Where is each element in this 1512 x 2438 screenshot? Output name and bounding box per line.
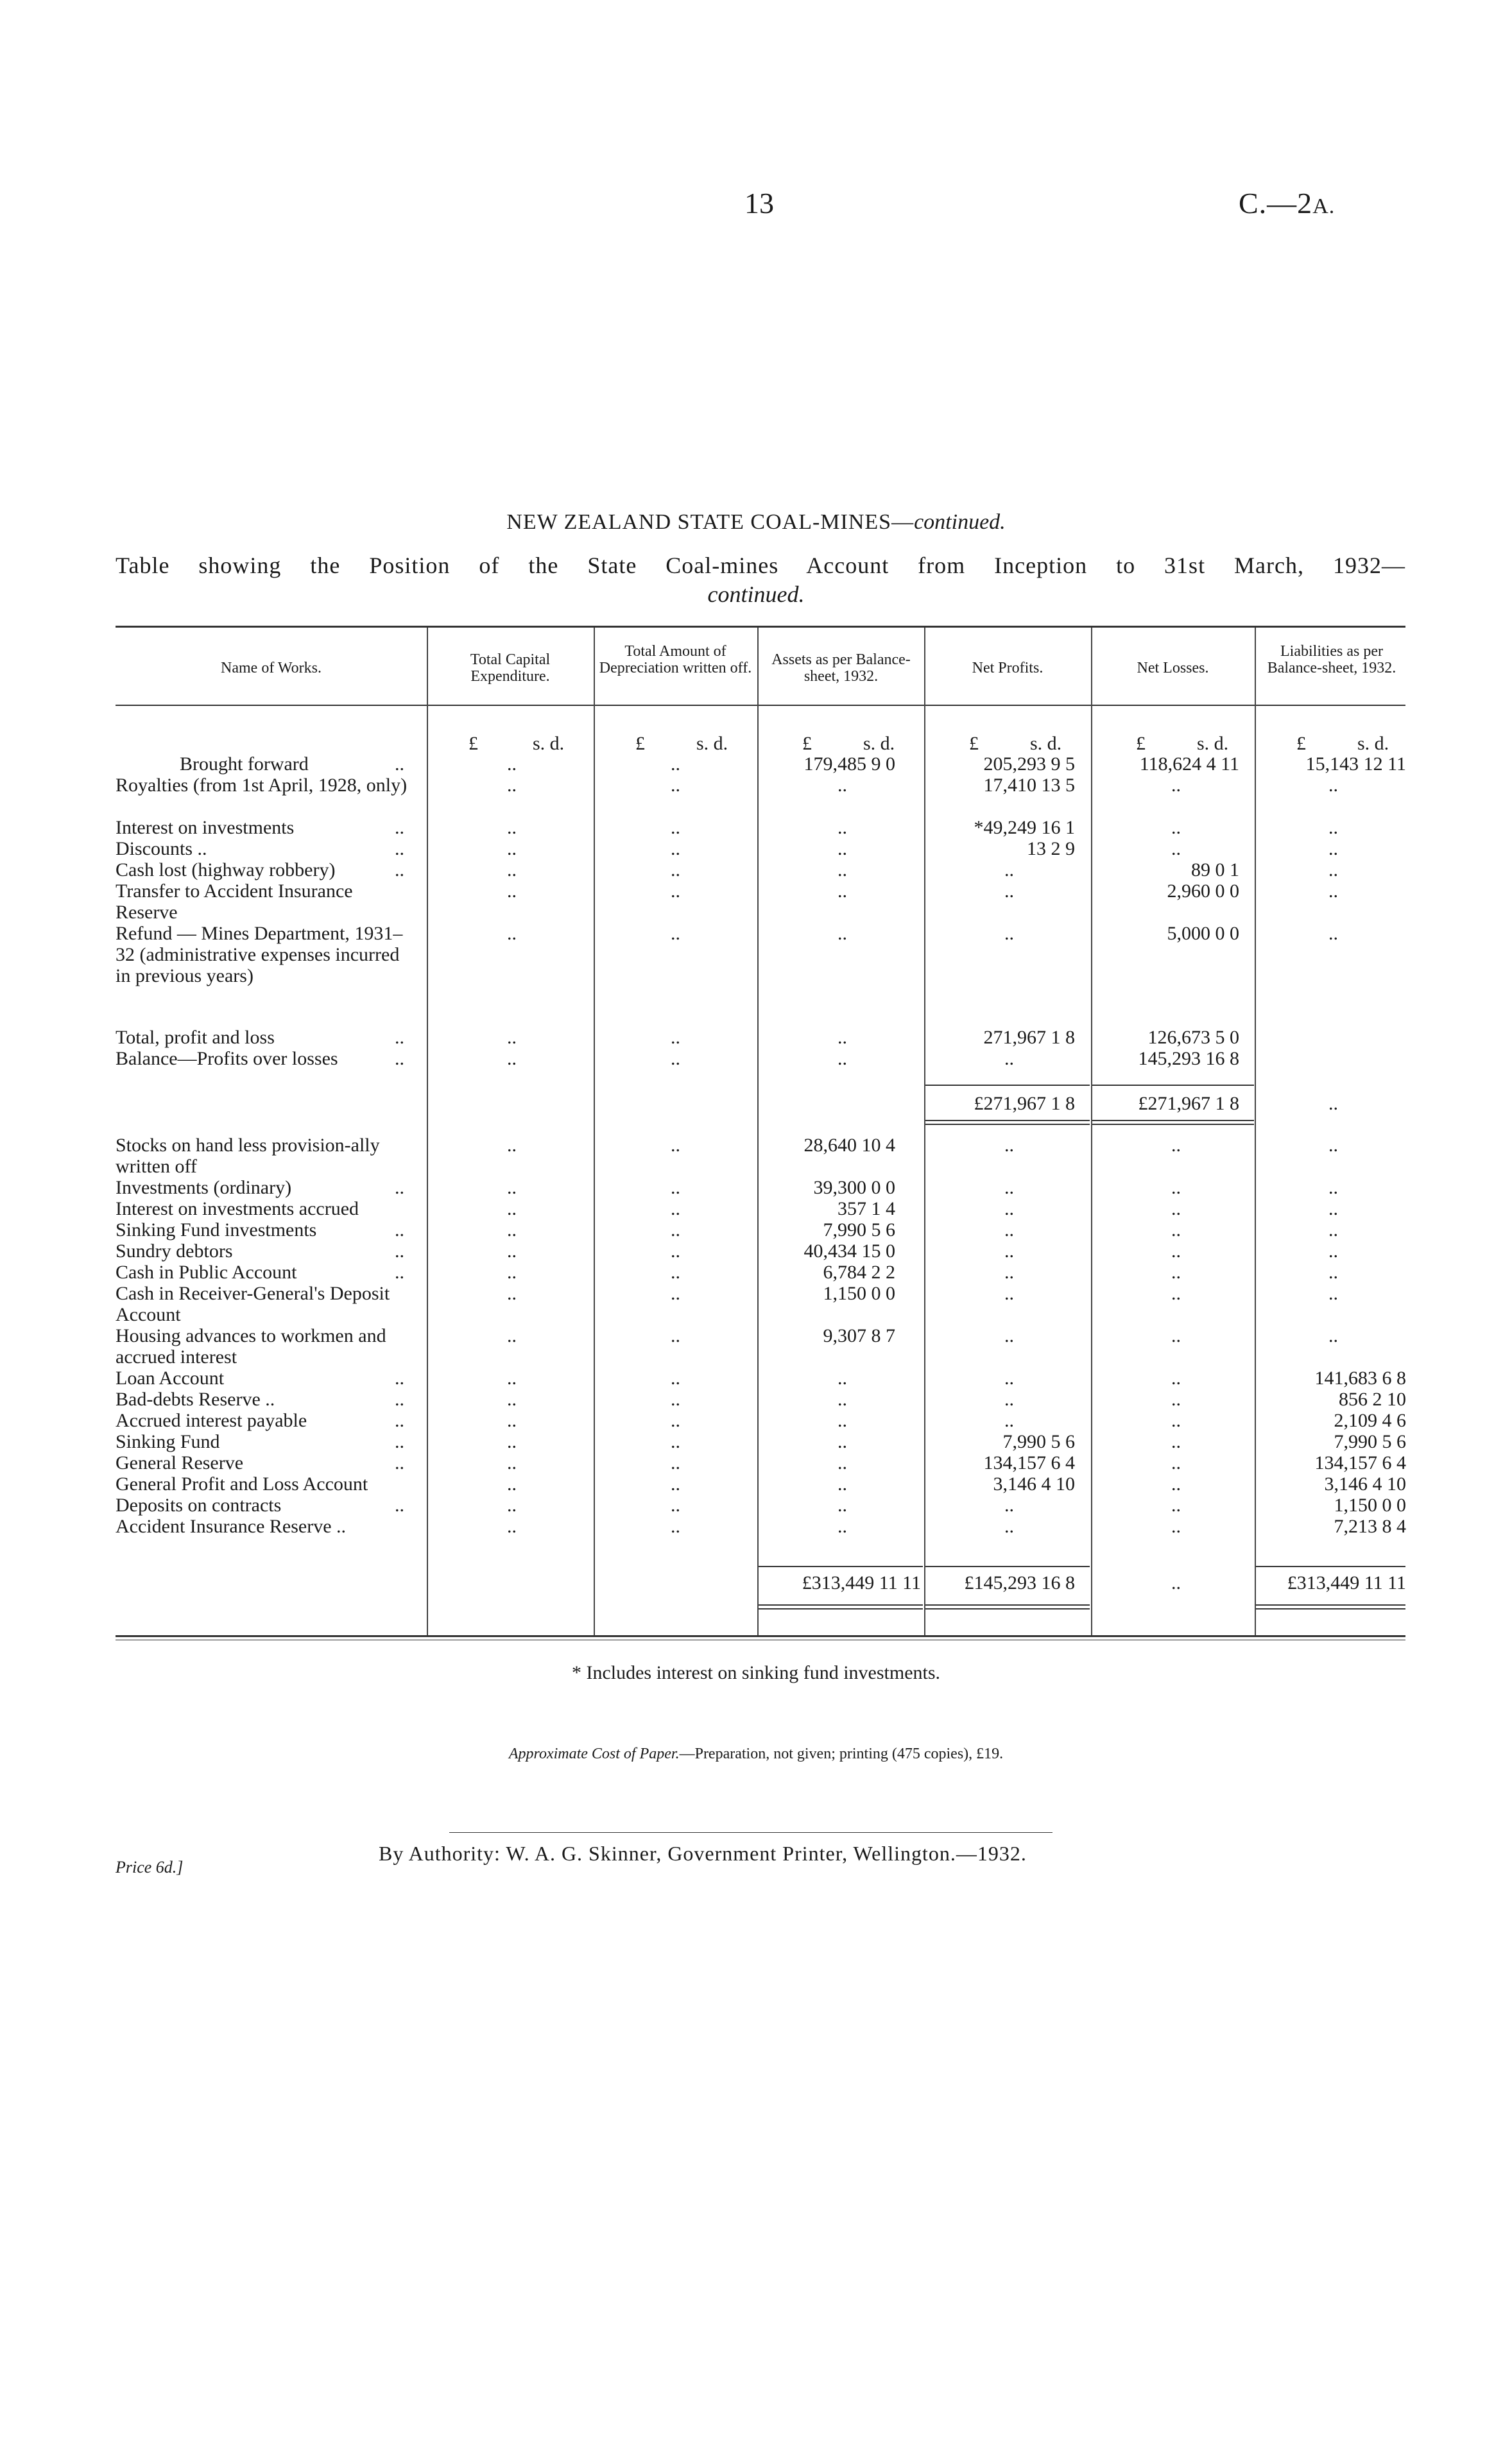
cost-of-paper — [0, 1746, 1512, 1763]
empty-cell-dots: .. — [1171, 1177, 1181, 1198]
row-label-cash-public: Cash in Public Account — [116, 1262, 297, 1283]
cell-losses: 89 0 1 — [1191, 859, 1239, 880]
grand-double-profits-2 — [925, 1608, 1090, 1610]
cell-profits: *49,249 16 1 — [974, 817, 1075, 838]
empty-cell-dots: .. — [838, 1410, 847, 1431]
double-rule-losses-2 — [1092, 1124, 1254, 1125]
leader-dots: .. — [395, 1027, 404, 1048]
empty-cell-dots: .. — [1004, 1389, 1014, 1410]
cell-profits: 13 2 9 — [1027, 838, 1075, 859]
empty-cell-dots: .. — [671, 1368, 680, 1389]
empty-cell-dots: .. — [1004, 1177, 1014, 1198]
unit-capital-sd: s. d. — [533, 733, 565, 754]
empty-cell-dots: .. — [1171, 1368, 1181, 1389]
empty-cell-dots: .. — [838, 1027, 847, 1048]
empty-cell-dots: .. — [838, 1368, 847, 1389]
empty-cell-dots: .. — [1171, 1516, 1181, 1537]
empty-cell-dots: .. — [507, 1027, 517, 1048]
document-code-main: C.—2 — [1239, 187, 1313, 219]
empty-cell-dots: .. — [671, 1452, 680, 1473]
page-number: 13 — [744, 187, 774, 219]
row-label-accident-reserve: Accident Insurance Reserve .. — [116, 1516, 347, 1537]
empty-cell-dots: .. — [507, 1452, 517, 1473]
cell-profits: 17,410 13 5 — [983, 775, 1075, 796]
empty-cell-dots: .. — [671, 1219, 680, 1240]
row-label-discounts: Discounts .. — [116, 838, 207, 859]
empty-cell-dots: .. — [507, 859, 517, 880]
empty-cell-dots: .. — [671, 1473, 680, 1495]
row-label-royalties: Royalties (from 1st April, 1928, only) — [116, 775, 408, 796]
unit-liab-pound: £ — [1296, 733, 1306, 754]
empty-cell-dots: .. — [507, 775, 517, 796]
empty-cell-dots: .. — [671, 859, 680, 880]
col-header-assets: Assets as per Balance-sheet, 1932. — [771, 651, 911, 685]
col-sep-2 — [594, 628, 595, 1635]
empty-cell-dots: .. — [671, 1283, 680, 1304]
empty-cell-dots: .. — [1328, 1283, 1338, 1304]
document-code — [1239, 186, 1335, 220]
grand-total-profits: £145,293 16 8 — [964, 1572, 1075, 1593]
cell-liabilities: 856 2 10 — [1339, 1389, 1406, 1410]
grand-rule-profits — [925, 1566, 1090, 1567]
empty-cell-dots: .. — [671, 1240, 680, 1262]
row-label-total-profit-loss: Total, profit and loss — [116, 1027, 275, 1048]
double-rule-profits — [925, 1120, 1090, 1121]
empty-cell-dots: .. — [671, 1495, 680, 1516]
leader-dots: .. — [395, 1389, 404, 1410]
empty-cell-dots: .. — [1171, 1262, 1181, 1283]
leader-dots: .. — [395, 1410, 404, 1431]
empty-cell-dots: .. — [1328, 923, 1338, 944]
col-header-liabilities: Liabilities as per Balance-sheet, 1932. — [1267, 643, 1396, 676]
empty-cell-dots: .. — [671, 923, 680, 944]
empty-cell-dots: .. — [671, 880, 680, 902]
row-label-sinking-investments: Sinking Fund investments — [116, 1219, 317, 1240]
empty-cell-dots: .. — [1171, 1283, 1181, 1304]
empty-cell-dots: .. — [1328, 817, 1338, 838]
authority-rule — [449, 1832, 1052, 1833]
empty-cell-dots: .. — [671, 1048, 680, 1069]
cell-assets: 39,300 0 0 — [813, 1177, 895, 1198]
leader-dots: .. — [395, 1452, 404, 1473]
unit-liab-sd: s. d. — [1357, 733, 1389, 754]
empty-cell-dots: .. — [1004, 1410, 1014, 1431]
document-code-suffix: A. — [1312, 194, 1336, 218]
grand-double-liab — [1256, 1604, 1405, 1606]
grand-double-assets — [759, 1604, 923, 1606]
empty-cell-dots: .. — [671, 1325, 680, 1346]
row-label-interest-investments: Interest on investments — [116, 817, 295, 838]
col-sep-1 — [427, 628, 428, 1635]
empty-cell-dots: .. — [507, 1431, 517, 1452]
empty-cell-dots: .. — [1171, 1452, 1181, 1473]
row-label-brought-forward: Brought forward — [180, 753, 309, 775]
empty-cell-dots: .. — [1171, 1410, 1181, 1431]
empty-cell-dots: .. — [1328, 1177, 1338, 1198]
empty-cell-dots: .. — [1004, 1219, 1014, 1240]
empty-cell-dots: .. — [671, 775, 680, 796]
empty-cell-dots: .. — [1004, 1240, 1014, 1262]
empty-cell-dots: .. — [1171, 838, 1181, 859]
leader-dots: .. — [395, 1177, 404, 1198]
empty-cell-dots: .. — [507, 1262, 517, 1283]
leader-dots: .. — [395, 1048, 404, 1069]
row-label-sundry-debtors: Sundry debtors — [116, 1240, 233, 1262]
col-header-losses: Net Losses. — [1137, 660, 1209, 676]
empty-cell-dots: .. — [1004, 1048, 1014, 1069]
empty-cell-dots: .. — [1171, 1135, 1181, 1156]
empty-cell-dots: .. — [507, 817, 517, 838]
row-label-sinking-fund: Sinking Fund — [116, 1431, 220, 1452]
empty-cell-dots: .. — [671, 838, 680, 859]
empty-cell-dots: .. — [671, 753, 680, 775]
total-losses: £271,967 1 8 — [1138, 1093, 1239, 1114]
empty-cell-dots: .. — [507, 753, 517, 775]
unit-profits-sd: s. d. — [1030, 733, 1062, 754]
empty-cell-dots: .. — [1328, 1198, 1338, 1219]
empty-cell-dots: .. — [1328, 1325, 1338, 1346]
col-header-depreciation: Total Amount of Depreciation written off. — [599, 643, 752, 676]
leader-dots: .. — [395, 859, 404, 880]
empty-cell-dots: .. — [1328, 775, 1338, 796]
leader-dots: .. — [395, 1368, 404, 1389]
cell-liabilities: 7,990 5 6 — [1334, 1431, 1406, 1452]
empty-cell-dots: .. — [1328, 838, 1338, 859]
cell-assets: 6,784 2 2 — [823, 1262, 895, 1283]
col-sep-3 — [757, 628, 759, 1635]
report-title-main: NEW ZEALAND STATE COAL-MINES— — [506, 510, 915, 534]
empty-cell-dots: .. — [671, 1198, 680, 1219]
empty-cell-dots: .. — [1004, 1283, 1014, 1304]
empty-cell-dots: .. — [838, 1048, 847, 1069]
empty-cell-dots: .. — [507, 1473, 517, 1495]
col-header-capital: Total Capital Expenditure. — [470, 651, 551, 685]
empty-cell-dots: .. — [671, 1389, 680, 1410]
empty-cell-dots: .. — [1328, 1135, 1338, 1156]
leader-dots: .. — [395, 838, 404, 859]
total-profits: £271,967 1 8 — [974, 1093, 1075, 1114]
empty-cell-dots: .. — [1171, 1240, 1181, 1262]
row-label-investments-ordinary: Investments (ordinary) — [116, 1177, 292, 1198]
cost-label: Approximate Cost of Paper. — [508, 1746, 680, 1762]
empty-cell-dots: .. — [671, 817, 680, 838]
empty-cell-dots: .. — [507, 1495, 517, 1516]
empty-cell-dots: .. — [838, 1495, 847, 1516]
row-label-deposits: Deposits on contracts — [116, 1495, 282, 1516]
col-header-profits: Net Profits. — [972, 660, 1044, 676]
cell-liabilities: 141,683 6 8 — [1314, 1368, 1406, 1389]
empty-cell-dots: .. — [1004, 1135, 1014, 1156]
subtotal-rule-losses — [1092, 1085, 1254, 1086]
unit-depr-pound: £ — [635, 733, 645, 754]
grand-double-profits — [925, 1604, 1090, 1606]
cell-losses: 118,624 4 11 — [1139, 753, 1239, 775]
empty-cell-dots: .. — [838, 817, 847, 838]
col-sep-4 — [924, 628, 925, 1635]
empty-cell-dots: .. — [1004, 923, 1014, 944]
empty-cell-dots: .. — [507, 1048, 517, 1069]
table-title-continued: continued. — [707, 581, 805, 607]
empty-cell-dots: .. — [1328, 880, 1338, 902]
empty-cell-dots: .. — [507, 1177, 517, 1198]
empty-cell-dots: .. — [1004, 1516, 1014, 1537]
cell-liabilities: 3,146 4 10 — [1324, 1473, 1406, 1495]
leader-dots: .. — [395, 817, 404, 838]
col-header-name: Name of Works. — [221, 660, 322, 676]
grand-double-assets-2 — [759, 1608, 923, 1610]
leader-dots: .. — [395, 1262, 404, 1283]
empty-cell-dots: .. — [838, 859, 847, 880]
empty-cell-dots: .. — [507, 1219, 517, 1240]
empty-cell-dots: .. — [507, 1240, 517, 1262]
row-label-loan-account: Loan Account — [116, 1368, 225, 1389]
empty-cell-dots: .. — [507, 1325, 517, 1346]
grand-rule-assets — [759, 1566, 923, 1567]
empty-cell-dots: .. — [838, 775, 847, 796]
empty-cell-dots: .. — [507, 1389, 517, 1410]
empty-cell-dots: .. — [838, 1516, 847, 1537]
double-rule-profits-2 — [925, 1124, 1090, 1125]
double-rule-losses — [1092, 1120, 1254, 1121]
row-label-housing: Housing advances to workmen and accrued interest — [116, 1325, 386, 1368]
table-top-rule — [116, 626, 1405, 628]
empty-cell-dots: .. — [1004, 1198, 1014, 1219]
empty-cell-dots: .. — [1171, 1198, 1181, 1219]
cell-liabilities: 1,150 0 0 — [1334, 1495, 1406, 1516]
empty-cell-dots: .. — [671, 1027, 680, 1048]
row-label-general-pl: General Profit and Loss Account — [116, 1473, 368, 1495]
row-label-bad-debts: Bad-debts Reserve .. — [116, 1389, 275, 1410]
unit-assets-sd: s. d. — [863, 733, 895, 754]
empty-cell-dots: .. — [507, 1283, 517, 1304]
empty-cell-dots: .. — [1171, 1572, 1181, 1593]
empty-cell-dots: .. — [1171, 1431, 1181, 1452]
col-sep-6 — [1255, 628, 1256, 1635]
unit-losses-sd: s. d. — [1197, 733, 1229, 754]
empty-cell-dots: .. — [1004, 1325, 1014, 1346]
row-label-cash-lost: Cash lost (highway robbery) — [116, 859, 336, 880]
empty-cell-dots: .. — [671, 1135, 680, 1156]
empty-cell-dots: .. — [1171, 1473, 1181, 1495]
cell-losses: 126,673 5 0 — [1147, 1027, 1239, 1048]
empty-cell-dots: .. — [1004, 880, 1014, 902]
cell-liabilities: 134,157 6 4 — [1314, 1452, 1406, 1473]
leader-dots: .. — [395, 1219, 404, 1240]
empty-cell-dots: .. — [838, 838, 847, 859]
cell-liabilities: 2,109 4 6 — [1334, 1410, 1406, 1431]
unit-losses-pound: £ — [1136, 733, 1146, 754]
empty-cell-dots: .. — [507, 1198, 517, 1219]
cell-liabilities: 15,143 12 11 — [1305, 753, 1406, 775]
cell-profits: 3,146 4 10 — [993, 1473, 1075, 1495]
cell-assets: 9,307 8 7 — [823, 1325, 895, 1346]
empty-cell-dots: .. — [507, 1135, 517, 1156]
cell-liabilities: 7,213 8 4 — [1334, 1516, 1406, 1537]
empty-cell-dots: .. — [671, 1431, 680, 1452]
grand-rule-liabilities — [1256, 1566, 1405, 1567]
unit-profits-pound: £ — [969, 733, 979, 754]
empty-cell-dots: .. — [507, 923, 517, 944]
row-label-balance: Balance—Profits over losses — [116, 1048, 338, 1069]
leader-dots: .. — [395, 1240, 404, 1262]
empty-cell-dots: .. — [507, 1368, 517, 1389]
cell-profits: 134,157 6 4 — [983, 1452, 1075, 1473]
price: Price 6d.] — [116, 1858, 184, 1876]
empty-cell-dots: .. — [838, 923, 847, 944]
empty-cell-dots: .. — [1171, 1219, 1181, 1240]
cell-losses: 5,000 0 0 — [1167, 923, 1239, 944]
empty-cell-dots: .. — [838, 1473, 847, 1495]
empty-cell-dots: .. — [1171, 1389, 1181, 1410]
cell-losses: 2,960 0 0 — [1167, 880, 1239, 902]
empty-cell-dots: .. — [1004, 859, 1014, 880]
grand-total-assets: £313,449 11 11 — [802, 1572, 921, 1593]
row-label-stocks: Stocks on hand less provision-ally written off — [116, 1135, 380, 1177]
empty-cell-dots: .. — [671, 1410, 680, 1431]
empty-cell-dots: .. — [1171, 1495, 1181, 1516]
cell-profits: 7,990 5 6 — [1002, 1431, 1075, 1452]
empty-cell-dots: .. — [671, 1177, 680, 1198]
row-label-accrued-interest: Accrued interest payable — [116, 1410, 307, 1431]
cell-assets: 357 1 4 — [838, 1198, 895, 1219]
empty-cell-dots: .. — [838, 1452, 847, 1473]
row-label-interest-accrued: Interest on investments accrued — [116, 1198, 359, 1219]
empty-cell-dots: .. — [671, 1516, 680, 1537]
unit-capital-pound: £ — [468, 733, 478, 754]
col-sep-5 — [1091, 628, 1092, 1635]
empty-cell-dots: .. — [507, 1516, 517, 1537]
empty-cell-dots: .. — [838, 880, 847, 902]
row-label-transfer-accident: Transfer to Accident Insurance Reserve — [116, 880, 353, 923]
unit-assets-pound: £ — [802, 733, 812, 754]
table-bottom-rule — [116, 1635, 1405, 1637]
row-label-general-reserve: General Reserve — [116, 1452, 244, 1473]
unit-depr-sd: s. d. — [696, 733, 728, 754]
leader-dots: .. — [395, 753, 404, 775]
leader-dots: .. — [395, 1431, 404, 1452]
row-label-refund-mines: Refund — Mines Department, 1931–32 (administrative expenses incurred in previous years) — [116, 923, 403, 986]
cell-assets: 7,990 5 6 — [823, 1219, 895, 1240]
row-label-cash-receiver: Cash in Receiver-General's Deposit Account — [116, 1283, 390, 1325]
empty-cell-dots: .. — [671, 1262, 680, 1283]
empty-cell-dots: .. — [507, 838, 517, 859]
cost-text: —Preparation, not given; printing (475 copies), £19. — [679, 1746, 1004, 1762]
cell-assets: 28,640 10 4 — [803, 1135, 895, 1156]
empty-cell-dots: .. — [1004, 1368, 1014, 1389]
empty-cell-dots: .. — [1328, 1240, 1338, 1262]
empty-cell-dots: .. — [1171, 1325, 1181, 1346]
table-title: Table showing the Position of the State Coal-mines Account from Inception to 31st March, 1932— — [116, 553, 1405, 578]
cell-profits: 205,293 9 5 — [983, 753, 1075, 775]
empty-cell-dots: .. — [1004, 1495, 1014, 1516]
empty-cell-dots: .. — [838, 1389, 847, 1410]
empty-cell-dots: .. — [507, 880, 517, 902]
empty-cell-dots: .. — [1171, 775, 1181, 796]
report-title — [0, 510, 1512, 535]
grand-double-liab-2 — [1256, 1608, 1405, 1610]
report-title-continued: continued. — [914, 510, 1006, 534]
empty-cell-dots: .. — [507, 1410, 517, 1431]
empty-cell-dots: .. — [1328, 1262, 1338, 1283]
cell-assets: 179,485 9 0 — [803, 753, 895, 775]
cell-assets: 1,150 0 0 — [823, 1283, 895, 1304]
grand-total-liabilities: £313,449 11 11 — [1287, 1572, 1406, 1593]
empty-cell-dots: .. — [1328, 859, 1338, 880]
leader-dots: .. — [395, 1495, 404, 1516]
empty-cell-dots: .. — [1171, 817, 1181, 838]
empty-cell-dots: .. — [1004, 1262, 1014, 1283]
empty-cell-dots: .. — [838, 1431, 847, 1452]
cell-profits: 271,967 1 8 — [983, 1027, 1075, 1048]
empty-cell-dots: .. — [1328, 1093, 1338, 1114]
printer-authority: By Authority: W. A. G. Skinner, Government Printer, Wellington.—1932. — [379, 1842, 1027, 1865]
empty-cell-dots: .. — [1328, 1219, 1338, 1240]
footnote: * Includes interest on sinking fund investments. — [571, 1662, 941, 1683]
header-bottom-rule — [116, 705, 1405, 706]
cell-losses: 145,293 16 8 — [1138, 1048, 1239, 1069]
subtotal-rule-profits — [925, 1085, 1090, 1086]
cell-assets: 40,434 15 0 — [803, 1240, 895, 1262]
